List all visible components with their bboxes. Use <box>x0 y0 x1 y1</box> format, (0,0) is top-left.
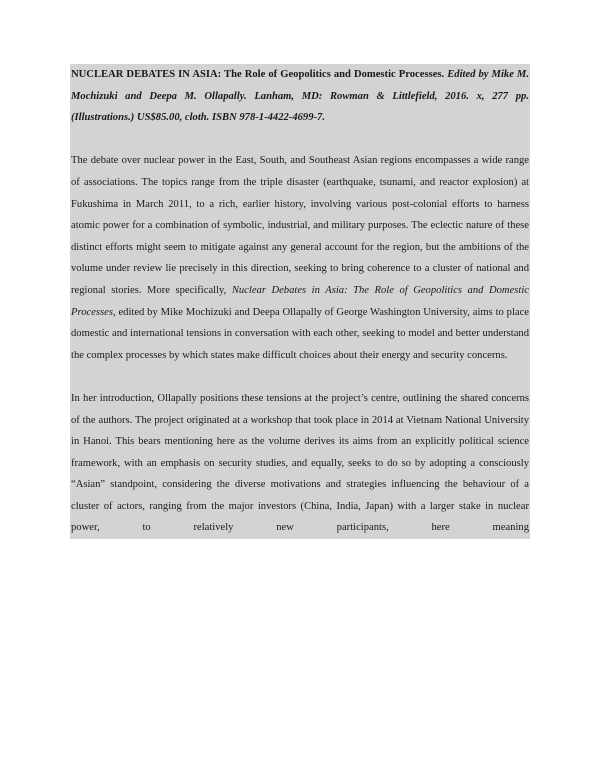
paragraph-1-text-a: The debate over nuclear power in the East, South, and Southeast Asian regions encompasses a wide range of associations. The topics range from the triple disaster (earthquake, tsunami, and reactor explosion) at Fukushima in March 2011, to a rich, earlier history, involving various post-colonial efforts to harness atomic power for a combination of symbolic, industrial, and military purposes. The eclectic nature of these distinct efforts might seem to mitigate against any general account for the region, but the ambitions of the volume under review lie precisely in this direction, seeking to bring coherence to a cluster of national and regional stories. More specifically, <box>71 155 529 296</box>
review-text-block <box>70 64 530 539</box>
citation-details: Edited by Mike M. Mochizuki and Deepa M. Ollapally. Lanham, MD: Rowman & Littlefield, 2016. x, 277 pp. (Illustrations.) US$85.00, cloth. ISBN 978-1-4422-4699-7. <box>71 69 529 124</box>
book-citation <box>70 64 530 129</box>
paragraph-spacer <box>70 129 530 151</box>
book-title-inline: Nuclear Debates in Asia: The Role of Geopolitics and Domestic Processes <box>71 284 529 318</box>
citation-subtitle: The Role of Geopolitics and Domestic Processes. <box>224 69 445 80</box>
review-paragraph-2 <box>70 388 530 539</box>
paragraph-1-text-b: , edited by Mike Mochizuki and Deepa Ollapally of George Washington University, aims to place domestic and international tensions in conversation with each other, seeking to model and better understand the complex processes by which states make difficult choices about their energy and security concerns. <box>71 306 529 361</box>
paragraph-spacer <box>70 366 530 388</box>
paragraph-2-text: In her introduction, Ollapally positions these tensions at the project’s centre, outlining the shared concerns of the authors. The project originated at a workshop that took place in 2014 at Vietnam National University in Hanoi. This bears mentioning here as the volume derives its aims from an explicitly political science framework, with an emphasis on security studies, and equally, seeks to do so by adopting a consciously “Asian” standpoint, considering the diverse motivations and strategies influencing the behaviour of a cluster of actors, ranging from the major investors (China, India, Japan) with a larger stake in nuclear power, to relatively new participants, here meaning <box>71 392 529 534</box>
review-paragraph-1 <box>70 150 530 366</box>
citation-title: NUCLEAR DEBATES IN ASIA: <box>71 69 222 80</box>
